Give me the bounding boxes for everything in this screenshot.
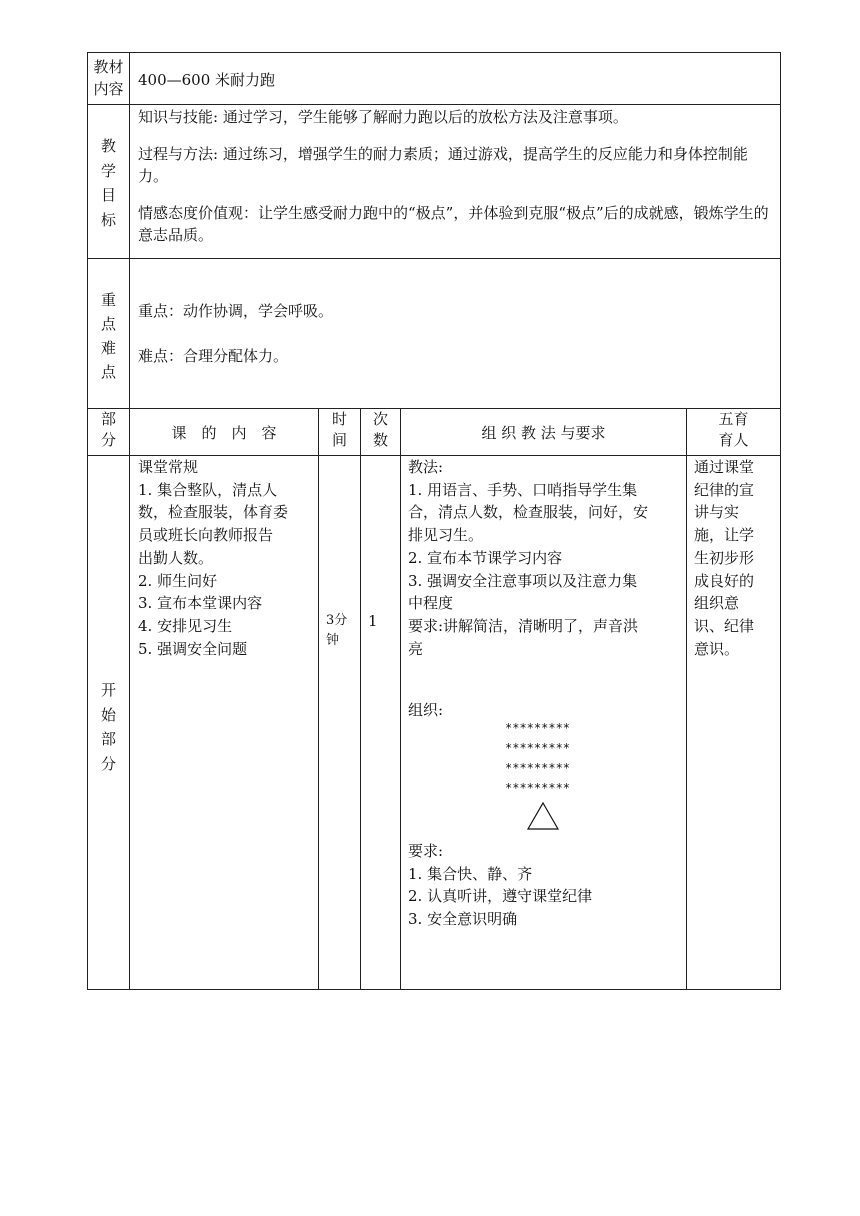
content-line: 3. 宣布本堂课内容 <box>138 594 263 613</box>
requirement-item: 2. 认真听讲，遵守课堂纪律 <box>408 887 593 906</box>
header-count: 次 数 <box>372 410 388 449</box>
content-line: 4. 安排见习生 <box>138 616 233 635</box>
method-line: 教法: <box>408 458 444 476</box>
border-count-col <box>360 408 361 990</box>
education-line: 意识。 <box>694 639 740 658</box>
formation-row: ********* <box>505 741 571 755</box>
header-time: 时 间 <box>331 410 347 449</box>
education-note <box>694 456 778 660</box>
requirement-item: 3. 安全意识明确 <box>408 910 518 929</box>
education-line: 通过课堂 <box>694 458 755 476</box>
goal-process: 过程与方法: 通过练习，增强学生的耐力素质；通过游戏，提高学生的反应能力和身体控制能力。 <box>138 144 748 185</box>
content-line: 5. 强调安全问题 <box>138 639 248 658</box>
start-method <box>408 456 684 660</box>
border-bottom <box>87 989 781 990</box>
org-label: 组织: <box>408 701 444 719</box>
method-line: 2. 宣布本节课学习内容 <box>408 548 563 567</box>
formation-row: ********* <box>505 781 571 795</box>
start-content <box>138 456 316 660</box>
border-label-col <box>129 52 130 990</box>
content-line: 出勤人数。 <box>138 548 214 567</box>
goals-label: 教 学 目 标 <box>100 137 116 229</box>
method-line: 3. 强调安全注意事项以及注意力集 <box>408 571 638 590</box>
education-line: 成良好的 <box>694 571 755 590</box>
education-line: 识、纪律 <box>694 616 755 635</box>
border-time-col <box>318 408 319 990</box>
material-label: 教材 内容 <box>93 58 124 98</box>
content-line: 数，检查服装，体育委 <box>138 503 289 522</box>
method-line: 中程度 <box>408 594 454 613</box>
border-edu-col <box>686 408 687 990</box>
education-line: 讲与实 <box>694 503 740 522</box>
key-label: 重 点 难 点 <box>100 291 116 381</box>
border-row2 <box>87 258 781 259</box>
formation-diagram <box>505 718 595 798</box>
teacher-triangle-icon <box>526 801 560 831</box>
content-line: 2. 师生问好 <box>138 571 218 590</box>
border-top <box>87 52 781 53</box>
requirements-label: 要求: <box>408 842 444 860</box>
key-point: 重点：动作协调，学会呼吸。 <box>138 302 334 320</box>
goal-knowledge: 知识与技能: 通过学习，学生能够了解耐力跑以后的放松方法及注意事项。 <box>138 108 628 126</box>
difficult-point: 难点：合理分配体力。 <box>138 347 289 365</box>
method-line: 亮 <box>408 639 424 658</box>
content-line: 员或班长向教师报告 <box>138 526 274 545</box>
border-row3 <box>87 408 781 409</box>
border-row1 <box>87 104 781 105</box>
requirement-item: 1. 集合快、静、齐 <box>408 864 533 883</box>
method-line: 要求:讲解简洁，清晰明了，声音洪 <box>408 616 639 635</box>
header-content: 课 的 内 容 <box>171 424 277 442</box>
border-right <box>780 52 781 990</box>
method-line: 排见习生。 <box>408 526 484 545</box>
start-section-label: 开 始 部 分 <box>100 681 116 773</box>
formation-row: ********* <box>505 721 571 735</box>
method-line: 1. 用语言、手势、口哨指导学生集 <box>408 480 638 499</box>
education-line: 施，让学 <box>694 526 755 545</box>
education-line: 纪律的宣 <box>694 480 755 499</box>
education-line: 组织意 <box>694 594 740 613</box>
header-education: 五育 育人 <box>718 410 749 449</box>
requirements <box>408 840 684 931</box>
content-line: 课堂常规 <box>138 458 199 476</box>
education-line: 生初步形 <box>694 548 755 567</box>
start-time: 3分 钟 <box>326 613 348 648</box>
material-value: 400—600 米耐力跑 <box>138 71 276 89</box>
header-section: 部 分 <box>100 410 116 449</box>
start-count: 1 <box>368 612 378 630</box>
goal-attitude: 情感态度价值观：让学生感受耐力跑中的“极点”，并体验到克服“极点”后的成就感，锻炼学生的意志品质。 <box>138 203 769 244</box>
goals-content <box>138 106 774 247</box>
header-method: 组 织 教 法 与要求 <box>481 424 606 442</box>
border-method-col <box>400 408 401 990</box>
method-line: 合，清点人数，检查服装，问好，安 <box>408 503 649 522</box>
content-line: 1. 集合整队，清点人 <box>138 480 278 499</box>
formation-row: ********* <box>505 761 571 775</box>
